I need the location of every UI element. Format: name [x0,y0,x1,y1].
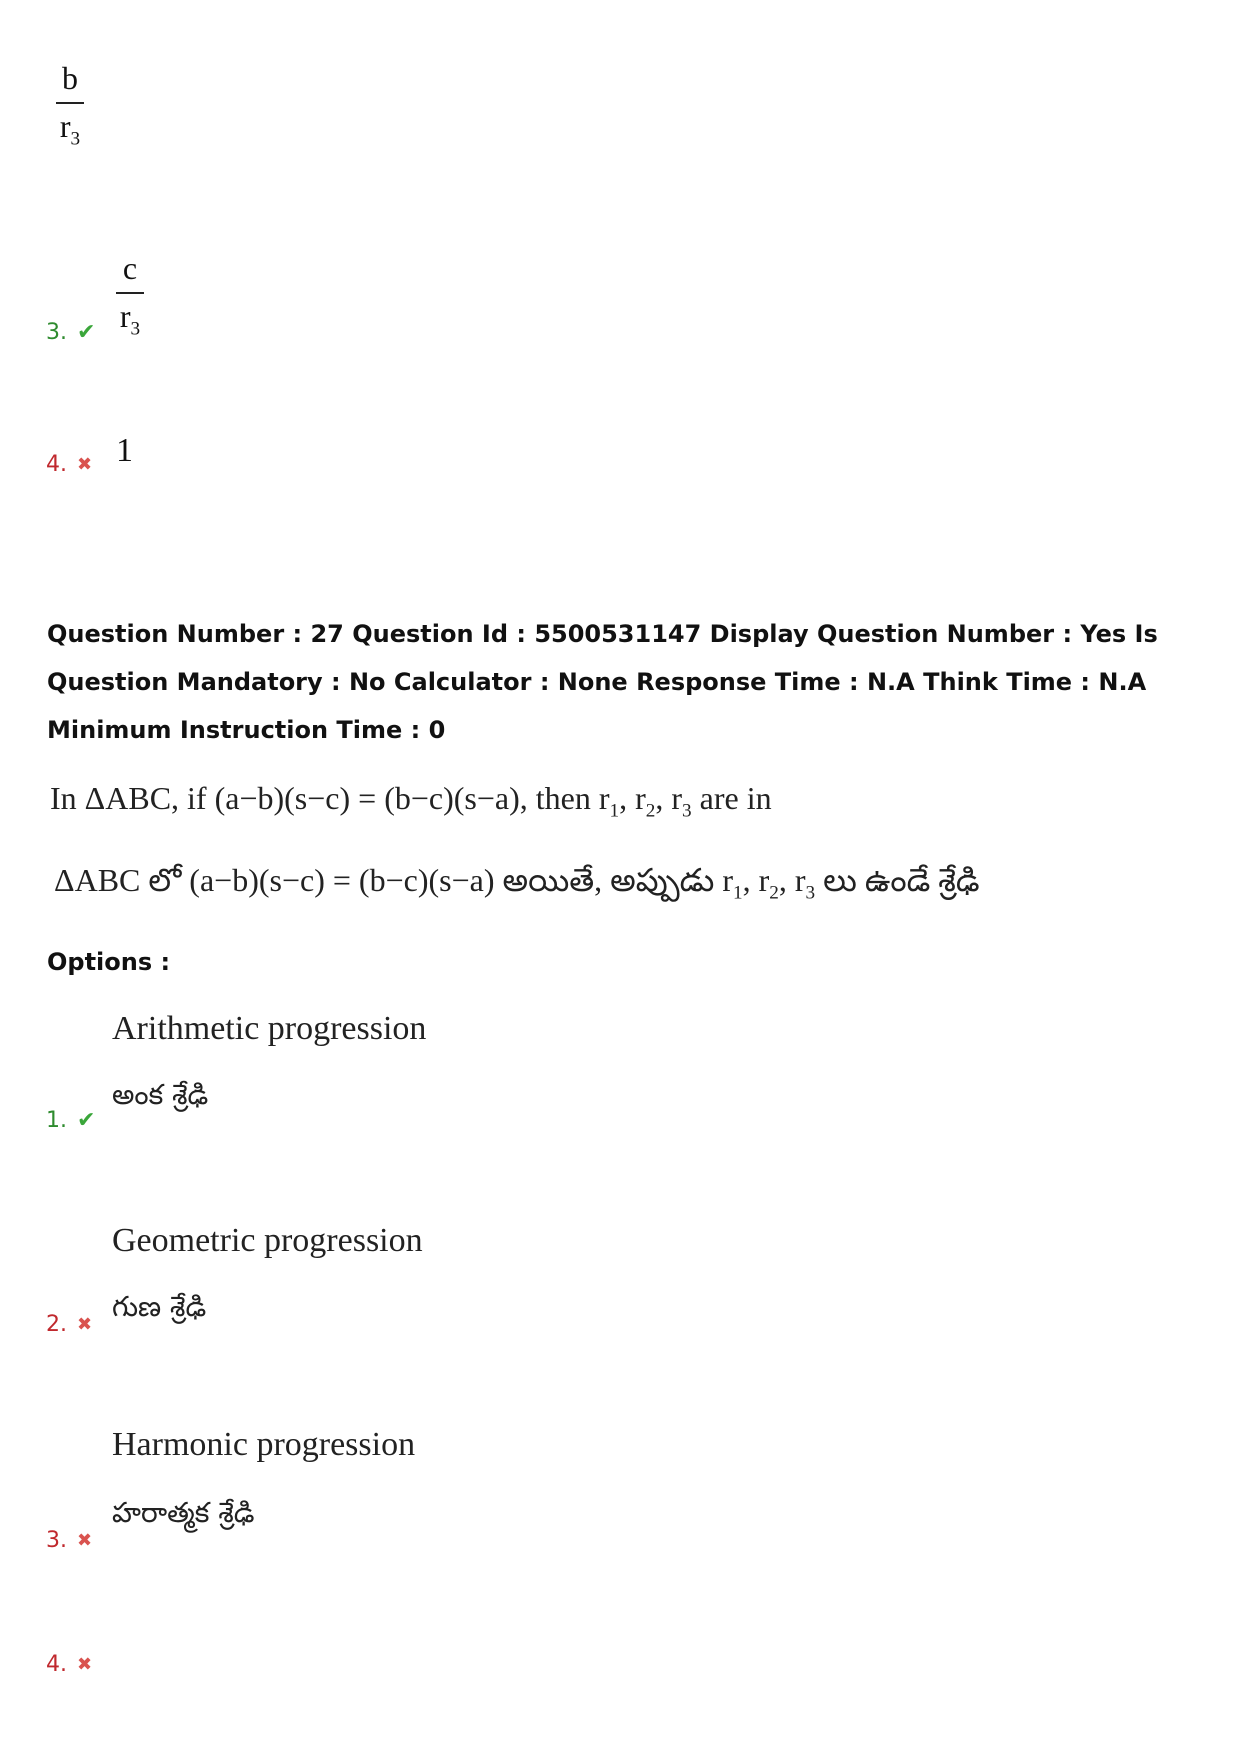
option-2-english: Geometric progression [112,1222,423,1259]
check-icon: ✔ [77,320,96,345]
check-icon: ✔ [77,1108,96,1133]
prev-option-2-fraction [56,62,84,149]
cross-icon: ✖ [77,1654,93,1675]
option-4-label: 4. ✖ [46,1652,93,1677]
fraction-denominator: $r_3$ [59,108,81,150]
question-text-telugu: ΔABC లో (a−b)(s−c) = (b−c)(s−a) అయితే, అప్పుడు $r_1$, $r_2$, $r_3$ లు ఉండే శ్రేఢి [54,862,980,904]
fraction-denominator: $r_3$ [119,298,141,340]
options-label: Options : [47,948,171,976]
fraction-numerator: b [62,60,78,96]
fraction-numerator: c [122,250,138,286]
prev-option-4-value: 1 [116,432,133,469]
prev-option-3-label: 3. ✔ [46,320,96,345]
cross-icon: ✖ [77,454,93,475]
cross-icon: ✖ [77,1530,93,1551]
option-3-telugu: హరాత్మక శ్రేఢి [112,1496,255,1529]
prev-option-4-label: 4. ✖ [46,452,93,477]
option-1-label: 1. ✔ [46,1108,96,1133]
option-1-english: Arithmetic progression [112,1010,427,1047]
option-2-telugu: గుణ శ్రేఢి [112,1290,207,1323]
question-text-english: In ΔABC, if (a−b)(s−c) = (b−c)(s−a), then $r_1$, $r_2$, $r_3$ are in [50,780,772,822]
prev-option-3-fraction [116,252,144,339]
option-3-label: 3. ✖ [46,1528,93,1553]
option-2-label: 2. ✖ [46,1312,93,1337]
option-3-english: Harmonic progression [112,1426,416,1463]
cross-icon: ✖ [77,1314,93,1335]
option-1-telugu: అంక శ్రేఢి [112,1078,209,1111]
question-meta: Question Number : 27 Question Id : 5500531147 Display Question Number : Yes Is Question Mandatory : No Calculator : None Response Time : N.A Think Time : N.A Minimum Instruction Time : 0 [47,620,1158,744]
